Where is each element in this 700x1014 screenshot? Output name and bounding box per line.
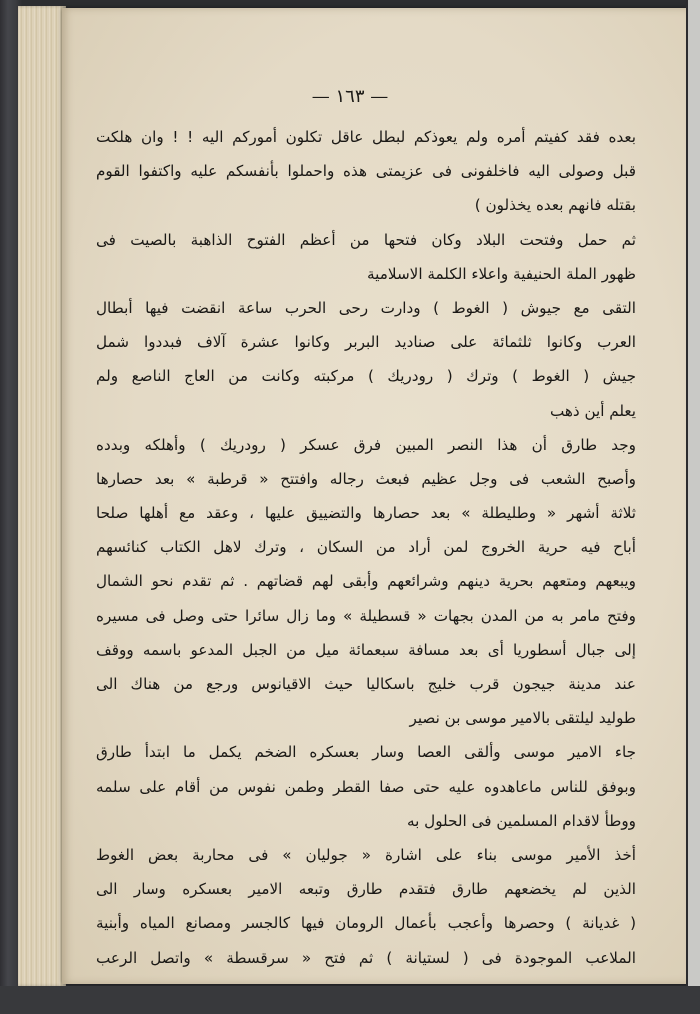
text-line: جيش ( الغوط ) وترك ( رودريك ) مركبته وكانت من العاج الناصع ولم bbox=[96, 367, 636, 386]
text-line: أباح فيه حرية الخروج لمن أراد من السكان ، وترك لاهل الكتاب كنائسهم bbox=[96, 538, 636, 557]
text-line: وأصبح الشعب فى وجل عظيم فبعث رجاله وافتتح « قرطبة » بعد حصارها bbox=[96, 469, 636, 488]
page-number: — ١٦٣ — bbox=[311, 86, 389, 107]
text-line: وفتح مامر به من المدن بجهات « قسطيلة » وما زال سائرا حتى وصل فى مسيره bbox=[96, 606, 636, 625]
body-text bbox=[96, 120, 636, 975]
text-line: ويبعهم ومتعهم بحرية دينهم وشرائعهم وأبقى لهم قضاتهم . ثم تقدم نحو الشمال bbox=[96, 572, 636, 591]
text-line: طوليد ليلتقى بالامير موسى بن نصير bbox=[409, 709, 636, 728]
text-line: التقى مع جيوش ( الغوط ) ودارت رحى الحرب ساعة انقضت فيها أبطال bbox=[96, 298, 636, 317]
text-line: ووطأ لاقدام المسلمين فى الحلول به bbox=[406, 811, 636, 830]
text-line: ظهور الملة الحنيفية واعلاء الكلمة الاسلامية bbox=[367, 264, 636, 283]
text-line: وبوفق للناس ماعاهدوه عليه حتى صفا القطر وطمن نفوس من أقام على سلمه bbox=[96, 777, 636, 796]
text-line: أخذ الأمير موسى بناء على اشارة « جوليان » فى محاربة بعض الغوط bbox=[96, 845, 636, 864]
scan-border-bottom bbox=[0, 986, 700, 1014]
text-line: عند مدينة جيجون قرب خليج باسكاليا حيث الاقيانوس ورجع من هناك الى bbox=[96, 675, 636, 693]
text-line: الملاعب الموجودة فى ( لستيانة ) ثم فتح « سرقسطة » واتصل الرعب bbox=[96, 948, 636, 967]
text-line: ( غديانة ) وحصرها وأعجب بأعمال الرومان فيها كالجسر ومصانع المياه وأبنية bbox=[96, 914, 636, 933]
text-line: بعده فقد كفيتم أمره ولم يعوذكم لبطل عاقل تكلون أموركم اليه ! ! وان هلكت bbox=[96, 128, 636, 146]
text-line: بقتله فانهم بعده يخذلون ) bbox=[474, 196, 636, 215]
text-line: وجد طارق أن هذا النصر المبين فرق عسكر ( رودريك ) وأهلكه وبدده bbox=[96, 435, 636, 454]
text-line: يعلم أين ذهب bbox=[549, 401, 636, 420]
text-line: ثم حمل وفتحت البلاد وكان فتحها من أعظم الفتوح الذاهبة بالصيت فى bbox=[96, 230, 636, 249]
text-line: إلى جبال أسطوريا أى بعد مسافة سبعمائة ميل من الجبل المدعو باسمه ووقف bbox=[96, 640, 636, 659]
text-line: الذين لم يخضعهم طارق فتقدم طارق وتبعه الامير بعسكره وسار الى bbox=[96, 880, 636, 899]
scan-border-right bbox=[686, 0, 700, 1014]
text-line: العرب وكانوا ثلثمائة على صناديد البربر وكانوا عشرة آلاف فبددوا شمل bbox=[96, 333, 636, 352]
text-line: قبل وصولى اليه فاخلفونى فى عزيمتى هذه واحملوا بأنفسكم عليه واكتفوا القوم bbox=[96, 162, 636, 181]
page-edges bbox=[18, 6, 66, 986]
text-line: جاء الامير موسى وألقى العصا وسار بعسكره الضخم يكمل ما ابتدأ طارق bbox=[96, 743, 636, 762]
text-line: ثلاثة أشهر « وطليطلة » بعد حصارها والتضييق عليها ، وعقد مع أهلها صلحا bbox=[96, 504, 636, 523]
